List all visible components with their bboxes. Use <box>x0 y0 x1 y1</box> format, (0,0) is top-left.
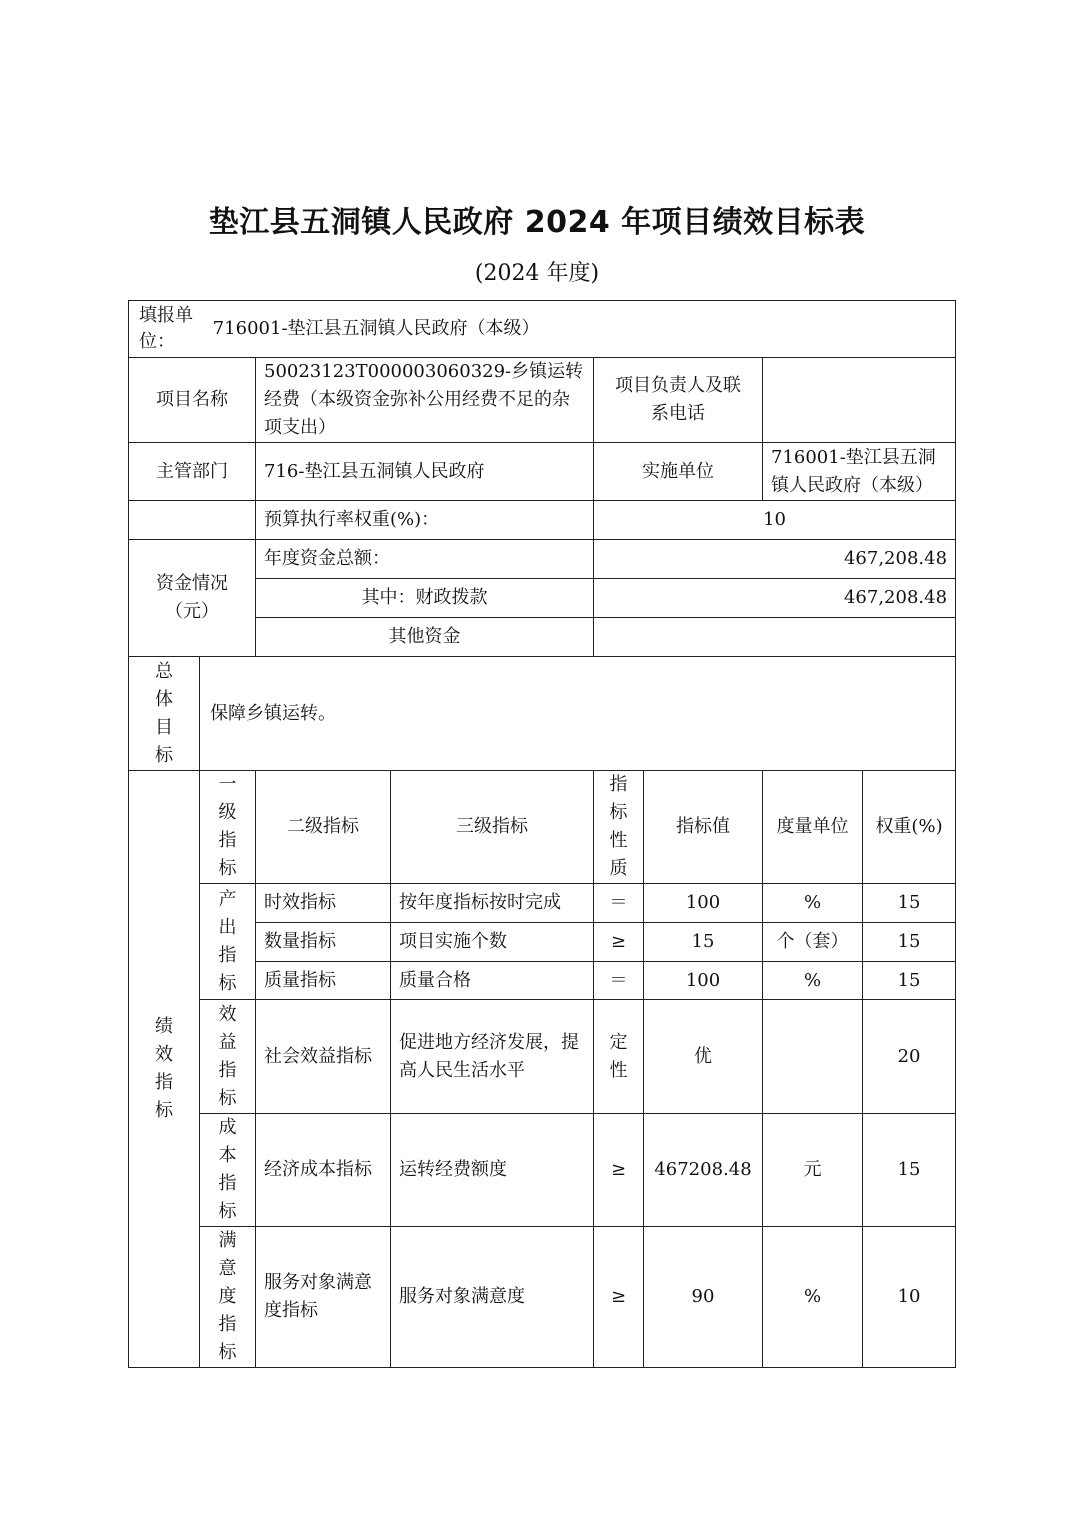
header-weight: 权重(%) <box>863 771 956 884</box>
row-level3: 项目实施个数 <box>391 923 594 962</box>
row-weight: 10 <box>863 1227 956 1368</box>
header-nature: 指标性质 <box>594 771 644 884</box>
row-unit: % <box>763 962 863 1000</box>
dept-label: 主管部门 <box>129 443 256 501</box>
row-unit: % <box>763 884 863 923</box>
row-level2: 社会效益指标 <box>256 1000 391 1114</box>
header-level1: 一级指标 <box>200 771 256 884</box>
performance-target-table <box>128 300 956 1368</box>
row-value: 100 <box>644 962 763 1000</box>
row-nature: ≥ <box>594 1227 644 1368</box>
row-level3: 促进地方经济发展，提高人民生活水平 <box>391 1000 594 1114</box>
row-weight: 15 <box>863 923 956 962</box>
row-value: 优 <box>644 1000 763 1114</box>
header-unit: 度量单位 <box>763 771 863 884</box>
group-benefit: 效益指标 <box>200 1000 256 1114</box>
budget-weight-label: 预算执行率权重(%)： <box>256 501 594 540</box>
row-level2: 时效指标 <box>256 884 391 923</box>
header-level3: 三级指标 <box>391 771 594 884</box>
contact-value <box>763 358 956 443</box>
other-funds-label: 其他资金 <box>256 618 594 657</box>
group-cost: 成本指标 <box>200 1114 256 1227</box>
dept-value: 716-垫江县五洞镇人民政府 <box>256 443 594 501</box>
contact-label: 项目负责人及联系电话 <box>594 358 763 443</box>
row-weight: 15 <box>863 884 956 923</box>
row-level3: 按年度指标按时完成 <box>391 884 594 923</box>
row-unit: % <box>763 1227 863 1368</box>
budget-weight-blank <box>129 501 256 540</box>
row-weight: 15 <box>863 1114 956 1227</box>
row-nature: 定性 <box>594 1000 644 1114</box>
overall-goal-label: 总体目标 <box>129 657 200 771</box>
budget-weight-value: 10 <box>594 501 956 540</box>
row-value: 467208.48 <box>644 1114 763 1227</box>
header-level2: 二级指标 <box>256 771 391 884</box>
table-row <box>129 884 956 923</box>
annual-total-value: 467,208.48 <box>594 540 956 579</box>
row-value: 90 <box>644 1227 763 1368</box>
row-value: 100 <box>644 884 763 923</box>
row-nature: ＝ <box>594 884 644 923</box>
row-nature: ＝ <box>594 962 644 1000</box>
group-output: 产出指标 <box>200 884 256 1000</box>
table-row <box>129 1227 956 1368</box>
row-level3: 运转经费额度 <box>391 1114 594 1227</box>
row-level2: 服务对象满意度指标 <box>256 1227 391 1368</box>
row-nature: ≥ <box>594 923 644 962</box>
filling-unit-label: 填报单位： <box>139 305 193 352</box>
table-row <box>129 1000 956 1114</box>
row-unit <box>763 1000 863 1114</box>
row-level2: 经济成本指标 <box>256 1114 391 1227</box>
row-nature: ≥ <box>594 1114 644 1227</box>
row-weight: 20 <box>863 1000 956 1114</box>
project-name-value: 50023123T000003060329-乡镇运转经费（本级资金弥补公用经费不足的杂项支出） <box>256 358 594 443</box>
group-satisfaction: 满意度指标 <box>200 1227 256 1368</box>
row-unit: 个（套） <box>763 923 863 962</box>
row-value: 15 <box>644 923 763 962</box>
row-level3: 服务对象满意度 <box>391 1227 594 1368</box>
fiscal-value: 467,208.48 <box>594 579 956 618</box>
row-level2: 数量指标 <box>256 923 391 962</box>
row-weight: 15 <box>863 962 956 1000</box>
header-value: 指标值 <box>644 771 763 884</box>
row-level2: 质量指标 <box>256 962 391 1000</box>
filling-unit-cell <box>129 301 956 358</box>
funds-label: 资金情况（元） <box>129 540 256 657</box>
annual-total-label: 年度资金总额： <box>256 540 594 579</box>
project-name-label: 项目名称 <box>129 358 256 443</box>
row-unit: 元 <box>763 1114 863 1227</box>
table-row <box>129 1114 956 1227</box>
filling-unit-value: 716001-垫江县五洞镇人民政府（本级） <box>212 318 540 339</box>
impl-unit-label: 实施单位 <box>594 443 763 501</box>
impl-unit-value: 716001-垫江县五洞镇人民政府（本级） <box>763 443 956 501</box>
page-title: 垫江县五洞镇人民政府 2024 年项目绩效目标表 <box>208 205 866 240</box>
page-subtitle: (2024 年度) <box>474 261 600 286</box>
perf-indicators-label: 绩效指标 <box>129 771 200 1368</box>
fiscal-label: 其中：财政拨款 <box>256 579 594 618</box>
overall-goal-value: 保障乡镇运转。 <box>200 657 956 771</box>
other-funds-value <box>594 618 956 657</box>
row-level3: 质量合格 <box>391 962 594 1000</box>
